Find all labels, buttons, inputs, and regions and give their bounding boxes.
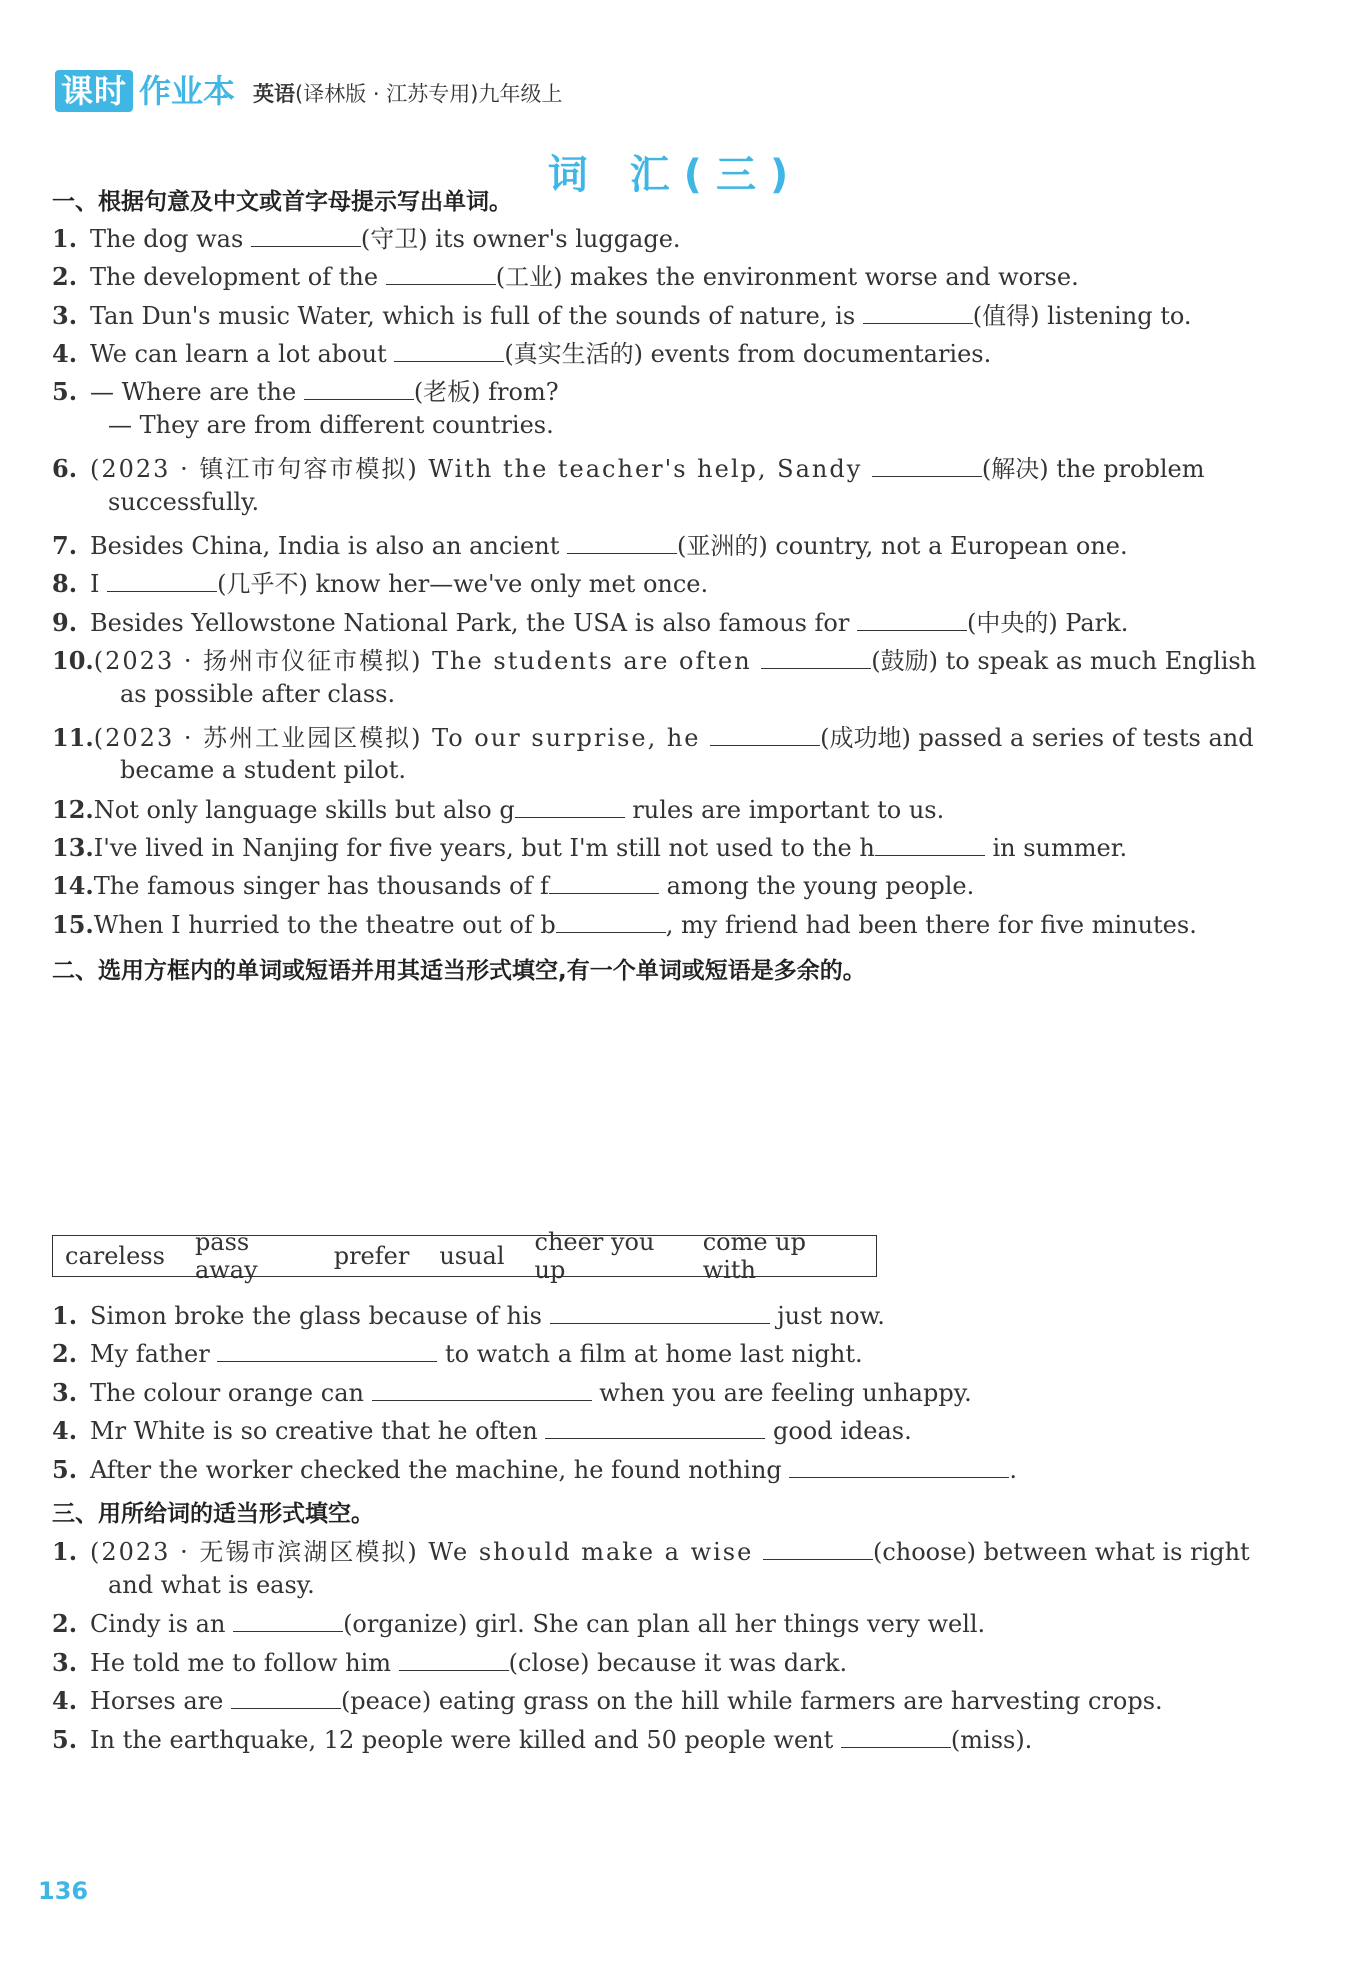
answer-blank[interactable] <box>872 454 982 477</box>
s1-question-9: 9. Besides Yellowstone National Park, the USA is also famous for (中央的) Park. <box>52 608 1129 637</box>
s1-question-6: 6. (2023 · 镇江市句容市模拟) With the teacher's help, Sandy (解决) the problem <box>52 454 1205 483</box>
answer-blank[interactable] <box>556 910 666 933</box>
answer-blank[interactable] <box>863 301 973 324</box>
answer-blank[interactable] <box>567 531 677 554</box>
page-number: 136 <box>38 1877 89 1905</box>
answer-blank[interactable] <box>857 608 967 631</box>
answer-blank[interactable] <box>763 1537 873 1560</box>
book-title: 英语(译林版 · 江苏专用)九年级上 <box>253 82 563 106</box>
answer-blank[interactable] <box>875 833 985 856</box>
s1-question-1: 1. The dog was (守卫) its owner's luggage. <box>52 224 681 253</box>
word-bank-box <box>52 1228 877 1284</box>
word-bank-item: careless <box>65 1242 165 1270</box>
s3-question-1: 1. (2023 · 无锡市滨湖区模拟) We should make a wise (choose) between what is right <box>52 1537 1250 1566</box>
s2-question-4: 4. Mr White is so creative that he often good ideas. <box>52 1416 912 1445</box>
s1-question-15: 15.When I hurried to the theatre out of b , my friend had been there for five minutes. <box>52 910 1197 939</box>
page-header <box>55 68 562 112</box>
answer-blank[interactable] <box>107 569 217 592</box>
answer-blank[interactable] <box>233 1609 343 1632</box>
s3-question-5: 5. In the earthquake, 12 people were killed and 50 people went (miss). <box>52 1725 1033 1754</box>
answer-blank[interactable] <box>394 339 504 362</box>
s1-question-4: 4. We can learn a lot about (真实生活的) events from documentaries. <box>52 339 992 368</box>
answer-blank[interactable] <box>710 723 820 746</box>
s1-question-3: 3. Tan Dun's music Water, which is full of the sounds of nature, is (值得) listening to. <box>52 301 1192 330</box>
section-1-heading: 一、根据句意及中文或首字母提示写出单词。 <box>52 189 512 215</box>
answer-blank[interactable] <box>304 377 414 400</box>
s1-question-14: 14.The famous singer has thousands of f among the young people. <box>52 871 975 900</box>
word-bank-item: come up with <box>702 1228 806 1284</box>
word-bank-item: pass away <box>194 1228 258 1284</box>
s3-question-4: 4. Horses are (peace) eating grass on the hill while farmers are harvesting crops. <box>52 1686 1163 1715</box>
s1-question-7: 7. Besides China, India is also an ancient (亚洲的) country, not a European one. <box>52 531 1128 560</box>
answer-blank[interactable] <box>399 1648 509 1671</box>
answer-blank[interactable] <box>841 1725 951 1748</box>
answer-blank[interactable] <box>549 871 659 894</box>
answer-blank[interactable] <box>545 1416 765 1439</box>
answer-blank[interactable] <box>761 646 871 669</box>
s1-question-5: 5. — Where are the (老板) from? <box>52 377 559 406</box>
s2-question-1: 1. Simon broke the glass because of his just now. <box>52 1301 885 1330</box>
s3-question-3: 3. He told me to follow him (close) because it was dark. <box>52 1648 848 1677</box>
s1-question-13: 13.I've lived in Nanjing for five years, but I'm still not used to the h in summer. <box>52 833 1128 862</box>
s1-question-10: 10.(2023 · 扬州市仪征市模拟) The students are often (鼓励) to speak as much English <box>52 646 1257 675</box>
s2-question-2: 2. My father to watch a film at home last night. <box>52 1339 863 1368</box>
answer-blank[interactable] <box>789 1455 1009 1478</box>
answer-blank[interactable] <box>217 1339 437 1362</box>
s3-question-2: 2. Cindy is an (organize) girl. She can plan all her things very well. <box>52 1609 986 1638</box>
word-bank-item: cheer you up <box>534 1228 655 1284</box>
s1-question-8: 8. I (几乎不) know her—we've only met once. <box>52 569 709 598</box>
s1-question-12: 12.Not only language skills but also g rules are important to us. <box>52 795 945 824</box>
s1-question-2: 2. The development of the (工业) makes the environment worse and worse. <box>52 262 1079 291</box>
answer-blank[interactable] <box>251 224 361 247</box>
s1-question-11: 11.(2023 · 苏州工业园区模拟) To our surprise, he (成功地) passed a series of tests and <box>52 723 1254 752</box>
word-bank-item: usual <box>439 1242 505 1270</box>
brand-logo: 课时 <box>55 70 133 112</box>
answer-blank[interactable] <box>231 1686 341 1709</box>
s1-question-5-reply: — They are from different countries. <box>108 411 554 439</box>
answer-blank[interactable] <box>372 1378 592 1401</box>
s1-question-11-cont: became a student pilot. <box>120 756 406 784</box>
worksheet-page <box>20 18 1330 1946</box>
s3-question-1-cont: and what is easy. <box>108 1571 315 1599</box>
word-bank-item: prefer <box>333 1242 410 1270</box>
page-title: 词 汇(三) <box>547 152 803 198</box>
answer-blank[interactable] <box>515 795 625 818</box>
answer-blank[interactable] <box>550 1301 770 1324</box>
s1-question-10-cont: as possible after class. <box>120 680 396 708</box>
s1-question-6-cont: successfully. <box>108 488 260 516</box>
section-3-heading: 三、用所给词的适当形式填空。 <box>52 1501 374 1527</box>
brand-name: 作业本 <box>139 72 236 110</box>
s2-question-3: 3. The colour orange can when you are feeling unhappy. <box>52 1378 972 1407</box>
section-2-heading: 二、选用方框内的单词或短语并用其适当形式填空,有一个单词或短语是多余的。 <box>52 958 866 984</box>
s2-question-5: 5. After the worker checked the machine, he found nothing . <box>52 1455 1018 1484</box>
answer-blank[interactable] <box>386 262 496 285</box>
